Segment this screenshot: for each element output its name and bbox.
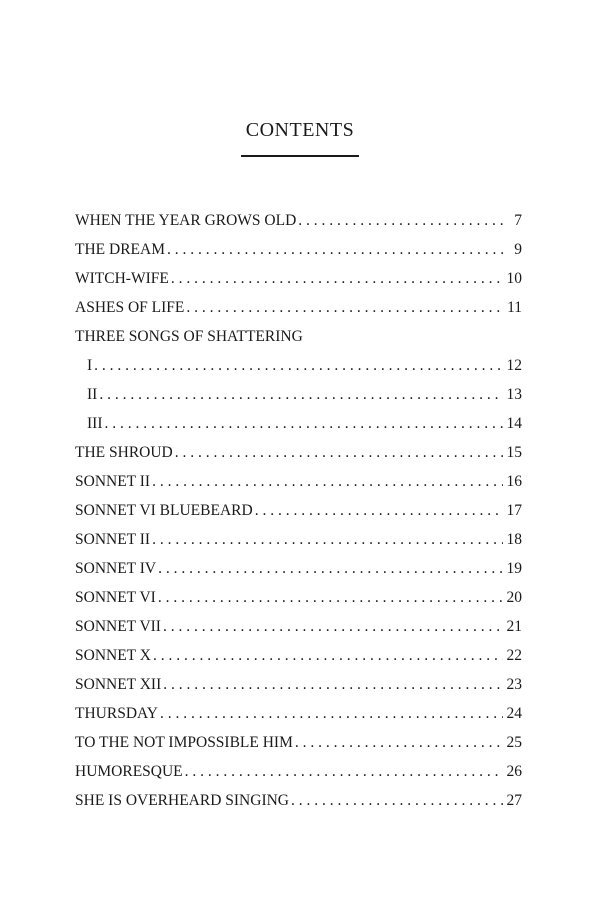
toc-entry-page: 16: [506, 473, 522, 490]
dot-leader: [99, 380, 502, 409]
toc-section-heading: [75, 322, 522, 351]
toc-subentry[interactable]: [75, 409, 522, 438]
dot-leader: [175, 438, 503, 467]
dot-leader: [163, 612, 503, 641]
toc-entry-page: 24: [506, 705, 522, 722]
toc-section-title: THREE SONGS OF SHATTERING: [75, 328, 303, 345]
toc-entry-title: THE DREAM: [75, 241, 165, 258]
toc-entry-page: 26: [506, 763, 522, 780]
dot-leader: [105, 409, 503, 438]
toc-entry-title: SONNET II: [75, 531, 151, 548]
toc-entry-title: WHEN THE YEAR GROWS OLD: [75, 212, 297, 229]
dot-leader: [160, 699, 503, 728]
toc-entry[interactable]: [75, 293, 522, 322]
toc-entry[interactable]: [75, 206, 522, 235]
table-of-contents: [75, 206, 522, 815]
toc-entry[interactable]: [75, 438, 522, 467]
toc-entry-page: 22: [506, 647, 522, 664]
dot-leader: [255, 496, 503, 525]
toc-entry-title: SONNET II: [75, 473, 151, 490]
toc-entry-page: 10: [506, 270, 522, 287]
toc-entry-title: SONNET VI BLUEBEARD: [75, 502, 253, 519]
dot-leader: [158, 583, 503, 612]
toc-entry-title: SONNET XII: [75, 676, 162, 693]
toc-entry-page: 13: [506, 386, 522, 403]
toc-entry[interactable]: [75, 757, 522, 786]
dot-leader: [186, 293, 503, 322]
toc-entry-page: 21: [506, 618, 522, 635]
toc-entry[interactable]: [75, 583, 522, 612]
toc-entry[interactable]: [75, 525, 522, 554]
page-title: CONTENTS: [245, 119, 355, 141]
toc-entry-page: 11: [507, 299, 522, 316]
toc-entry-title: I: [87, 357, 93, 374]
toc-entry-page: 18: [506, 531, 522, 548]
toc-entry-title: II: [87, 386, 98, 403]
dot-leader: [94, 351, 502, 380]
toc-entry[interactable]: [75, 264, 522, 293]
dot-leader: [158, 554, 502, 583]
toc-entry-page: 20: [506, 589, 522, 606]
toc-entry[interactable]: [75, 728, 522, 757]
dot-leader: [298, 206, 504, 235]
toc-entry-title: III: [87, 415, 103, 432]
toc-entry-title: SONNET VII: [75, 618, 161, 635]
dot-leader: [295, 728, 503, 757]
toc-entry-title: WITCH-WIFE: [75, 270, 169, 287]
dot-leader: [152, 525, 502, 554]
toc-entry-title: ASHES OF LIFE: [75, 299, 185, 316]
toc-entry-title: SONNET IV: [75, 560, 157, 577]
toc-entry[interactable]: [75, 467, 522, 496]
dot-leader: [185, 757, 503, 786]
toc-entry-page: 7: [514, 212, 522, 229]
toc-entry-title: SONNET VI: [75, 589, 156, 606]
toc-entry[interactable]: [75, 699, 522, 728]
toc-entry[interactable]: [75, 641, 522, 670]
toc-entry-page: 25: [506, 734, 522, 751]
toc-entry-page: 15: [506, 444, 522, 461]
dot-leader: [171, 264, 503, 293]
toc-entry-page: 27: [506, 792, 522, 809]
toc-entry[interactable]: [75, 612, 522, 641]
toc-entry-page: 19: [506, 560, 522, 577]
toc-entry-page: 17: [506, 502, 522, 519]
toc-entry-title: THE SHROUD: [75, 444, 173, 461]
toc-entry-title: TO THE NOT IMPOSSIBLE HIM: [75, 734, 293, 751]
toc-entry-title: THURSDAY: [75, 705, 158, 722]
toc-entry-page: 12: [506, 357, 522, 374]
toc-entry-title: SONNET X: [75, 647, 151, 664]
toc-entry-title: HUMORESQUE: [75, 763, 183, 780]
dot-leader: [153, 641, 503, 670]
toc-entry[interactable]: [75, 554, 522, 583]
toc-entry-page: 9: [514, 241, 522, 258]
toc-entry[interactable]: [75, 496, 522, 525]
dot-leader: [291, 786, 503, 815]
toc-subentry[interactable]: [75, 380, 522, 409]
toc-entry-title: SHE IS OVERHEARD SINGING: [75, 792, 289, 809]
title-underline: [241, 155, 359, 157]
dot-leader: [167, 235, 504, 264]
toc-entry[interactable]: [75, 786, 522, 815]
toc-entry-page: 14: [506, 415, 522, 432]
toc-entry[interactable]: [75, 235, 522, 264]
toc-subentry[interactable]: [75, 351, 522, 380]
toc-entry[interactable]: [75, 670, 522, 699]
dot-leader: [163, 670, 502, 699]
toc-entry-page: 23: [506, 676, 522, 693]
dot-leader: [152, 467, 502, 496]
